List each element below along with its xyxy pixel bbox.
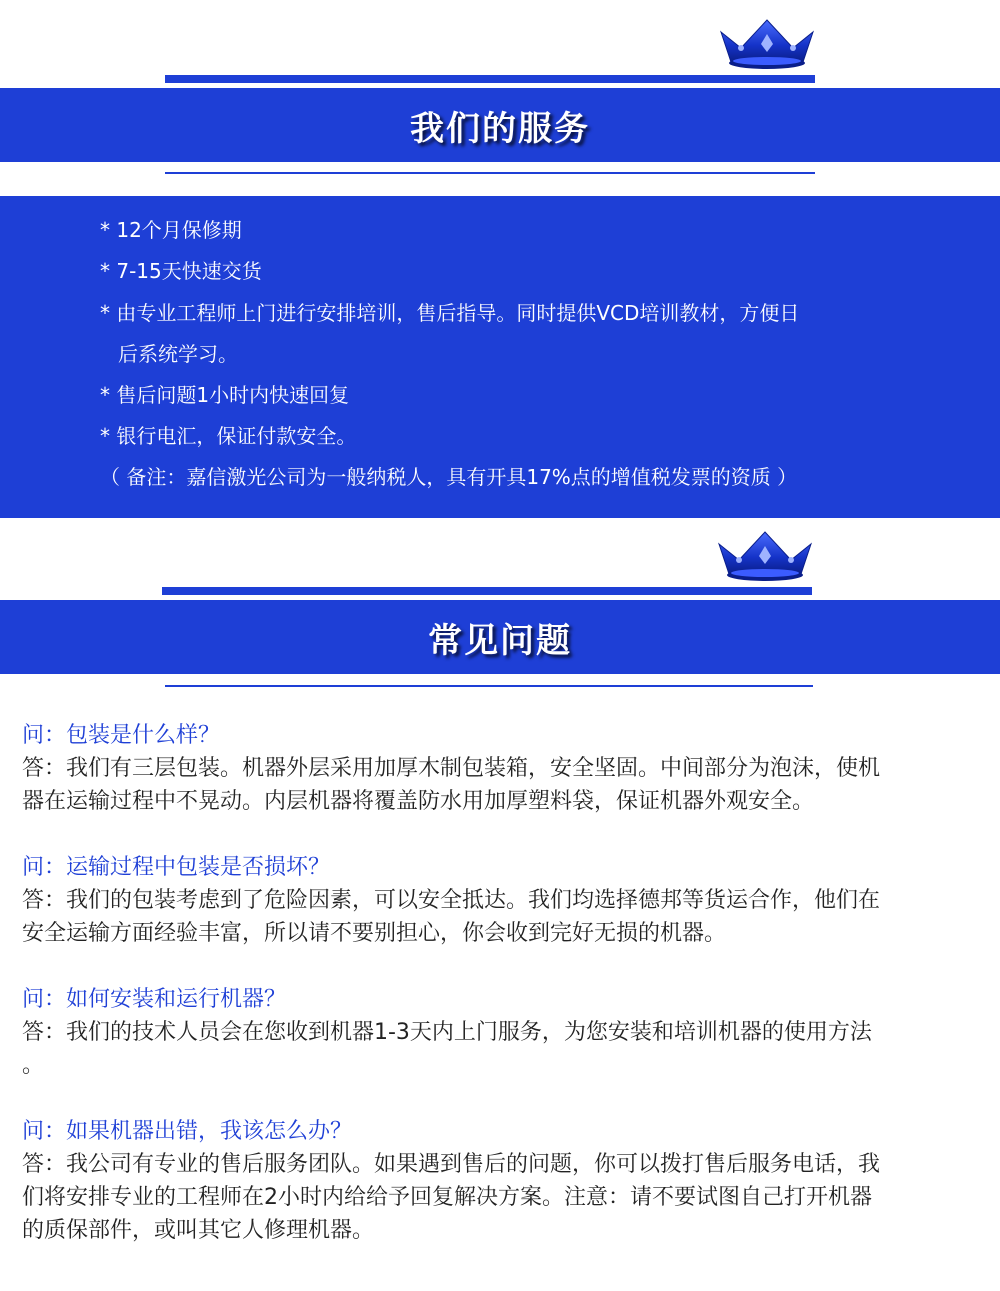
bottom-rule: [165, 172, 815, 174]
faq-answer-line: 答：我们的技术人员会在您收到机器1-3天内上门服务，为您安装和培训机器的使用方法: [22, 1020, 872, 1045]
services-title: 我们的服务: [410, 108, 590, 149]
faq-question: 问：如何安装和运行机器？: [22, 987, 287, 1012]
top-rule: [162, 587, 812, 595]
faq-answer-line: 的质保部件，或叫其它人修理机器。: [22, 1218, 375, 1243]
faq-title: 常见问题: [428, 620, 572, 661]
faq-answer-line: 们将安排专业的工程师在2小时内给给予回复解决方案。注意：请不要试图自己打开机器: [22, 1185, 872, 1210]
service-item: * 售后问题1小时内快速回复: [100, 383, 350, 407]
service-item: * 7-15天快速交货: [100, 259, 262, 283]
faq-item: [22, 851, 978, 950]
faq-answer: [22, 1148, 978, 1247]
faq-question: 问：包装是什么样？: [22, 723, 221, 748]
faq-answer: [22, 752, 978, 818]
faq-banner: [0, 600, 1000, 674]
faq-question: 问：运输过程中包装是否损坏？: [22, 855, 331, 880]
services-panel: [0, 196, 1000, 518]
service-item: 后系统学习。: [118, 342, 238, 366]
services-banner: [0, 88, 1000, 162]
faq-answer-line: 答：我公司有专业的售后服务团队。如果遇到售后的问题，你可以拨打售后服务电话，我: [22, 1152, 881, 1177]
faq-answer: [22, 884, 978, 950]
top-rule: [165, 75, 815, 83]
faq-question: 问：如果机器出错，我该怎么办？: [22, 1119, 353, 1144]
faq-answer-line: 答：我们有三层包装。机器外层采用加厚木制包装箱，安全坚固。中间部分为泡沫，使机: [22, 756, 881, 781]
crown-icon: [715, 530, 815, 582]
faq-item: [22, 983, 978, 1082]
faq-answer: [22, 1016, 978, 1082]
faq-answer-line: 。: [22, 1053, 45, 1078]
service-note: （ 备注：嘉信激光公司为一般纳税人，具有开具17%点的增值税发票的资质 ）: [100, 465, 798, 489]
faq-answer-line: 器在运输过程中不晃动。内层机器将覆盖防水用加厚塑料袋，保证机器外观安全。: [22, 789, 815, 814]
faq-answer-line: 答：我们的包装考虑到了危险因素，可以安全抵达。我们均选择德邦等货运合作，他们在: [22, 888, 881, 913]
service-item: * 由专业工程师上门进行安排培训，售后指导。同时提供VCD培训教材，方便日: [100, 301, 800, 325]
service-item: * 12个月保修期: [100, 218, 242, 242]
faq-item: [22, 719, 978, 818]
faq-item: [22, 1115, 978, 1247]
bottom-rule: [165, 685, 813, 687]
service-item: * 银行电汇，保证付款安全。: [100, 424, 357, 448]
faq-answer-line: 安全运输方面经验丰富，所以请不要别担心，你会收到完好无损的机器。: [22, 921, 727, 946]
crown-icon: [717, 18, 817, 70]
